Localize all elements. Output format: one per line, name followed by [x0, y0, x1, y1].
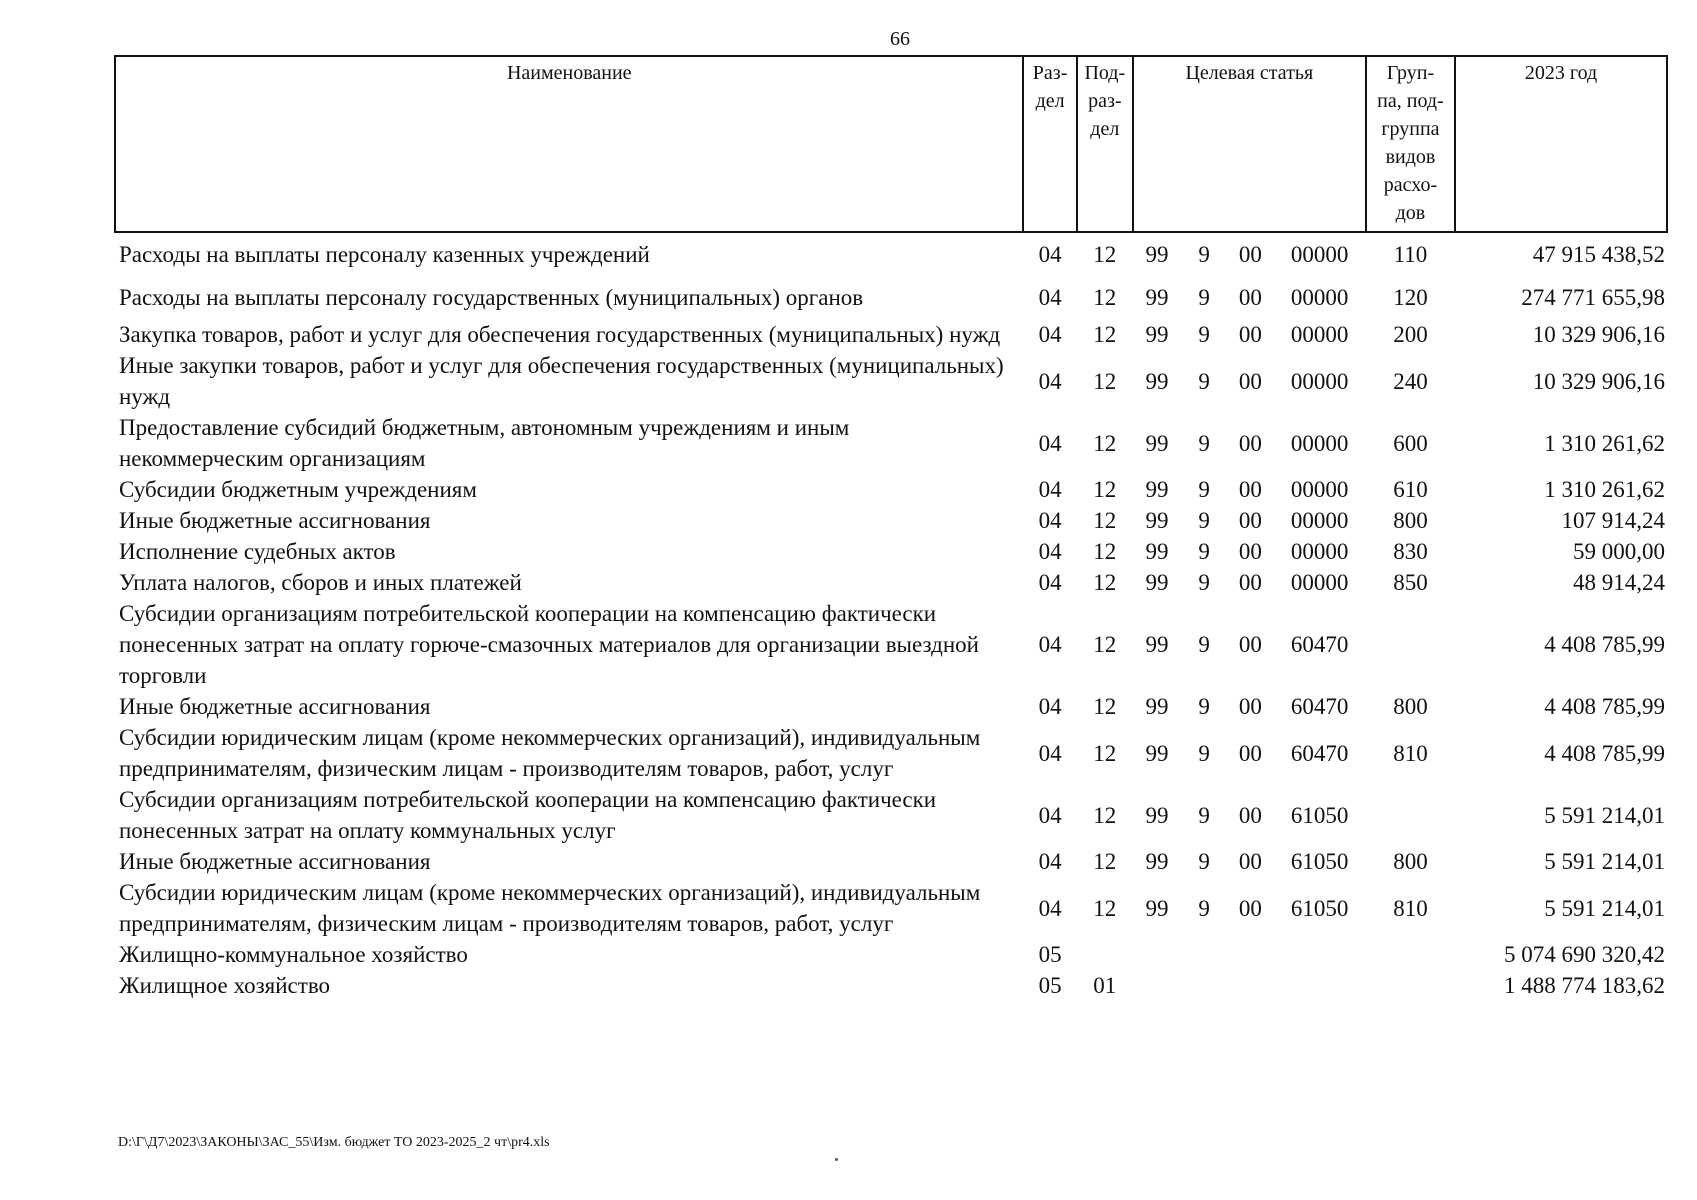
row-subsection: 12 [1093, 632, 1117, 657]
row-target-direction: 00 [1238, 430, 1262, 456]
row-amount: 4 408 785,99 [1544, 740, 1665, 766]
row-target-code: 61050 [1290, 849, 1349, 874]
row-target-direction: 00 [1238, 632, 1262, 657]
row-amount: 1 488 774 183,62 [1504, 973, 1665, 998]
row-section: 04 [1038, 242, 1062, 267]
row-target-program: 99 [1145, 895, 1169, 921]
table-row [115, 505, 1667, 536]
row-name: Иные бюджетные ассигнования [119, 849, 431, 874]
row-name: Субсидии юридическим лицам (кроме некоммерческих организаций), индивидуальным предпринимателям, физическим лицам - производителям товаров, работ, услуг [119, 880, 981, 936]
row-name: Предоставление субсидий бюджетным, автономным учреждениям и иным некоммерческим организациям [119, 415, 850, 471]
row-target-direction: 00 [1238, 802, 1262, 828]
row-name: Расходы на выплаты персоналу государственных (муниципальных) органов [119, 285, 864, 310]
header-target-article: Целевая статья [1133, 56, 1366, 232]
header-year: 2023 год [1455, 56, 1667, 232]
row-target-program: 99 [1145, 802, 1169, 828]
row-subsection: 12 [1093, 895, 1117, 921]
row-amount: 5 591 214,01 [1544, 849, 1665, 874]
row-expense-group: 850 [1393, 570, 1428, 595]
row-target-direction: 00 [1238, 368, 1262, 394]
row-target-code: 61050 [1290, 895, 1349, 921]
row-name: Иные закупки товаров, работ и услуг для обеспечения государственных (муниципальных) нужд [119, 353, 1004, 409]
row-amount: 59 000,00 [1573, 539, 1665, 564]
row-subsection [1077, 939, 1133, 970]
row-target-program: 99 [1145, 322, 1169, 347]
table-body [115, 232, 1667, 1001]
row-target-program: 99 [1145, 632, 1169, 657]
row-amount: 48 914,24 [1573, 570, 1665, 595]
row-expense-group [1366, 970, 1455, 1001]
row-subsection: 12 [1093, 430, 1117, 456]
row-target-direction [1227, 939, 1273, 970]
row-section: 05 [1038, 973, 1062, 998]
row-target-subprogram: 9 [1198, 539, 1210, 564]
row-name: Субсидии юридическим лицам (кроме некоммерческих организаций), индивидуальным предпринимателям, физическим лицам - производителям товаров, работ, услуг [119, 725, 981, 781]
row-section: 04 [1038, 477, 1062, 502]
row-target-code: 60470 [1290, 694, 1349, 719]
header-section: Раз- дел [1023, 56, 1076, 232]
row-section: 04 [1038, 539, 1062, 564]
table-row [115, 536, 1667, 567]
row-target-program [1133, 939, 1181, 970]
row-expense-group: 810 [1393, 895, 1428, 921]
row-target-subprogram: 9 [1198, 895, 1210, 921]
row-target-direction: 00 [1238, 895, 1262, 921]
table-row [115, 722, 1667, 784]
row-expense-group: 800 [1393, 849, 1428, 874]
row-expense-group: 110 [1393, 242, 1428, 267]
row-target-code: 00000 [1290, 430, 1349, 456]
row-section: 04 [1038, 849, 1062, 874]
row-target-subprogram: 9 [1198, 802, 1210, 828]
row-target-subprogram: 9 [1198, 694, 1210, 719]
row-target-code: 00000 [1290, 508, 1349, 533]
row-name: Уплата налогов, сборов и иных платежей [119, 570, 522, 595]
row-amount: 1 310 261,62 [1544, 477, 1665, 502]
header-name: Наименование [115, 56, 1023, 232]
row-subsection: 12 [1093, 740, 1117, 766]
row-amount: 4 408 785,99 [1544, 632, 1665, 657]
row-subsection: 12 [1093, 539, 1117, 564]
row-subsection: 01 [1093, 973, 1117, 998]
row-amount: 107 914,24 [1561, 508, 1665, 533]
table-header-row [115, 56, 1667, 232]
row-target-program: 99 [1145, 430, 1169, 456]
row-target-direction: 00 [1238, 477, 1262, 502]
row-target-program [1133, 970, 1181, 1001]
row-target-subprogram: 9 [1198, 477, 1210, 502]
row-amount: 10 329 906,16 [1532, 322, 1665, 347]
row-name: Жилищно-коммунальное хозяйство [119, 942, 468, 967]
row-name: Субсидии бюджетным учреждениям [119, 477, 477, 502]
row-target-program: 99 [1145, 849, 1169, 874]
row-amount: 274 771 655,98 [1521, 285, 1665, 310]
row-target-subprogram: 9 [1198, 430, 1210, 456]
row-target-subprogram: 9 [1198, 632, 1210, 657]
row-target-code: 00000 [1290, 322, 1349, 347]
row-target-subprogram: 9 [1198, 322, 1210, 347]
scan-speck [835, 1158, 838, 1161]
row-target-direction: 00 [1238, 322, 1262, 347]
row-target-subprogram: 9 [1198, 570, 1210, 595]
row-target-program: 99 [1145, 570, 1169, 595]
row-subsection: 12 [1093, 508, 1117, 533]
header-subsection: Под- раз- дел [1077, 56, 1133, 232]
row-subsection: 12 [1093, 802, 1117, 828]
row-section: 04 [1038, 322, 1062, 347]
row-target-program: 99 [1145, 285, 1169, 310]
row-name: Закупка товаров, работ и услуг для обеспечения государственных (муниципальных) нужд [119, 322, 1001, 347]
row-subsection: 12 [1093, 285, 1117, 310]
row-target-code: 60470 [1290, 740, 1349, 766]
table-row [115, 474, 1667, 505]
row-target-subprogram [1181, 939, 1227, 970]
table-row [115, 846, 1667, 877]
header-expense-group: Груп- па, под- группа видов расхо- дов [1366, 56, 1455, 232]
row-section: 04 [1038, 570, 1062, 595]
row-name: Исполнение судебных актов [119, 539, 396, 564]
row-target-code: 00000 [1290, 477, 1349, 502]
row-expense-group: 200 [1393, 322, 1428, 347]
row-section: 05 [1038, 942, 1062, 967]
row-target-direction: 00 [1238, 740, 1262, 766]
table-row [115, 970, 1667, 1001]
row-subsection: 12 [1093, 477, 1117, 502]
row-target-code: 00000 [1290, 368, 1349, 394]
row-target-code [1273, 970, 1365, 1001]
row-expense-group: 810 [1393, 740, 1428, 766]
row-name: Жилищное хозяйство [119, 973, 331, 998]
row-target-direction: 00 [1238, 849, 1262, 874]
row-target-program: 99 [1145, 740, 1169, 766]
row-expense-group: 610 [1393, 477, 1428, 502]
row-expense-group: 240 [1393, 368, 1428, 394]
row-target-program: 99 [1145, 508, 1169, 533]
row-target-program: 99 [1145, 694, 1169, 719]
row-target-subprogram: 9 [1198, 285, 1210, 310]
row-target-subprogram: 9 [1198, 740, 1210, 766]
row-subsection: 12 [1093, 694, 1117, 719]
table-row [115, 350, 1667, 412]
row-target-direction: 00 [1238, 570, 1262, 595]
row-expense-group: 120 [1393, 285, 1428, 310]
table-row [115, 877, 1667, 939]
row-target-direction: 00 [1238, 508, 1262, 533]
row-target-code: 00000 [1290, 285, 1349, 310]
row-section: 04 [1038, 632, 1062, 657]
row-target-subprogram: 9 [1198, 508, 1210, 533]
row-target-program: 99 [1145, 368, 1169, 394]
row-target-direction: 00 [1238, 539, 1262, 564]
footer-file-path: D:\Г\Д7\2023\ЗАКОНЫ\ЗАС_55\Изм. бюджет ТО 2023-2025_2 чт\pr4.xls [118, 1135, 550, 1150]
row-section: 04 [1038, 430, 1062, 456]
row-amount: 1 310 261,62 [1544, 430, 1665, 456]
row-amount: 10 329 906,16 [1532, 368, 1665, 394]
row-amount: 47 915 438,52 [1532, 242, 1665, 267]
row-expense-group: 800 [1393, 694, 1428, 719]
row-name: Иные бюджетные ассигнования [119, 694, 431, 719]
table-row [115, 319, 1667, 350]
row-target-subprogram: 9 [1198, 849, 1210, 874]
row-section: 04 [1038, 895, 1062, 921]
row-target-code: 00000 [1290, 242, 1349, 267]
row-subsection: 12 [1093, 368, 1117, 394]
table-row [115, 691, 1667, 722]
row-amount: 4 408 785,99 [1544, 694, 1665, 719]
table-row [115, 567, 1667, 598]
table-row [115, 276, 1667, 319]
row-target-code: 61050 [1290, 802, 1349, 828]
row-target-program: 99 [1145, 539, 1169, 564]
row-target-program: 99 [1145, 477, 1169, 502]
row-target-subprogram [1181, 970, 1227, 1001]
row-target-code [1273, 939, 1365, 970]
budget-table [114, 55, 1668, 1001]
row-name: Расходы на выплаты персоналу казенных учреждений [119, 242, 650, 267]
row-expense-group: 600 [1393, 430, 1428, 456]
row-subsection: 12 [1093, 570, 1117, 595]
row-name: Иные бюджетные ассигнования [119, 508, 431, 533]
table-row [115, 784, 1667, 846]
row-name: Субсидии организациям потребительской кооперации на компенсацию фактически понесенных затрат на оплату коммунальных услуг [119, 787, 937, 843]
row-expense-group [1366, 939, 1455, 970]
row-target-code: 60470 [1290, 632, 1349, 657]
row-target-code: 00000 [1290, 539, 1349, 564]
row-amount: 5 591 214,01 [1544, 802, 1665, 828]
row-section: 04 [1038, 368, 1062, 394]
row-section: 04 [1038, 740, 1062, 766]
row-subsection: 12 [1093, 322, 1117, 347]
row-target-direction [1227, 970, 1273, 1001]
row-target-direction: 00 [1238, 285, 1262, 310]
row-amount: 5 074 690 320,42 [1504, 942, 1665, 967]
row-target-code: 00000 [1290, 570, 1349, 595]
row-section: 04 [1038, 802, 1062, 828]
table-row [115, 598, 1667, 691]
table-row [115, 939, 1667, 970]
table-row [115, 412, 1667, 474]
row-amount: 5 591 214,01 [1544, 895, 1665, 921]
row-expense-group [1366, 784, 1455, 846]
table-row [115, 232, 1667, 276]
row-subsection: 12 [1093, 242, 1117, 267]
row-target-subprogram: 9 [1198, 242, 1210, 267]
page-number: 66 [890, 28, 910, 50]
row-target-direction: 00 [1238, 242, 1262, 267]
row-expense-group [1366, 598, 1455, 691]
row-section: 04 [1038, 508, 1062, 533]
row-section: 04 [1038, 285, 1062, 310]
row-subsection: 12 [1093, 849, 1117, 874]
row-expense-group: 800 [1393, 508, 1428, 533]
row-target-direction: 00 [1238, 694, 1262, 719]
row-section: 04 [1038, 694, 1062, 719]
row-target-program: 99 [1145, 242, 1169, 267]
row-target-subprogram: 9 [1198, 368, 1210, 394]
row-expense-group: 830 [1393, 539, 1428, 564]
row-name: Субсидии организациям потребительской кооперации на компенсацию фактически понесенных затрат на оплату горюче-смазочных материалов для организации выездной торговли [119, 601, 979, 688]
